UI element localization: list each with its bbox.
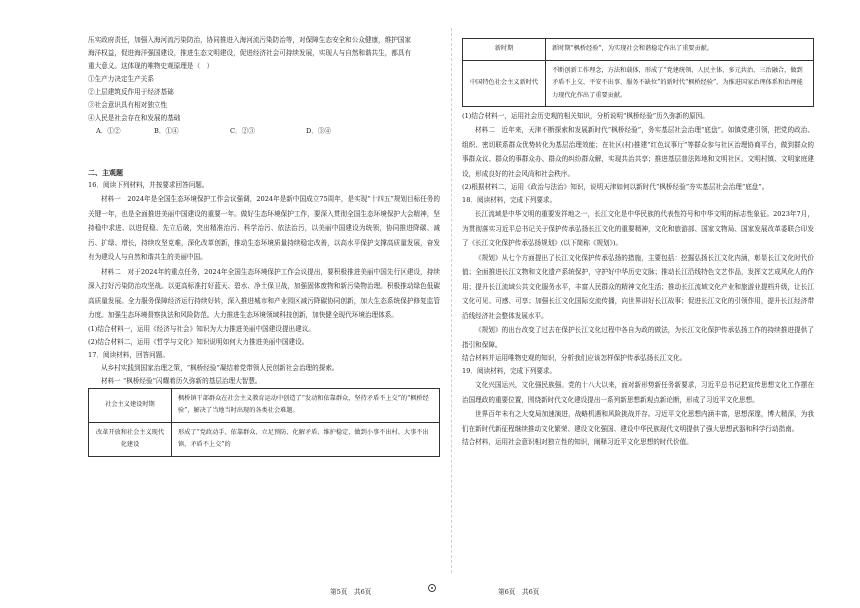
- material-paragraph: 长江流域是中华文明的重要发祥地之一，长江文化是中华民族的代表性符号和中华文明的标志性象征。2023年7月，为贯彻落实习近平总书记关于保护传承弘扬长江文化的重要精神，文化和旅游部、国家文物局、国家发展改革委联合印发了《长江文化保护传承弘扬规划》(以下简称《规划》)。: [462, 210, 814, 247]
- choice-a: A．①②: [96, 127, 121, 135]
- table-row: [89, 422, 440, 456]
- material-paragraph: 《规划》的出台改变了过去在保护长江文化过程中各自为政的做法，为长江文化保护传承弘扬工作的持续推进提供了指引和保障。: [462, 326, 814, 349]
- option-item: ④人民是社会存在和发展的基础: [88, 114, 181, 122]
- question-text-line: 海洋权益，促进海洋强国建设，推进生态文明建设，促进经济社会可持续发展，实现人与自然和谐共生，都具有: [88, 49, 412, 57]
- option-item: ③社会意识具有相对独立性: [88, 101, 168, 109]
- page-number-right: 第6页 共6页: [498, 588, 540, 596]
- table-cell-text: 枫桥镇干部群众在社会主义教育运动中创造了“发动和依靠群众，坚持矛盾不上交”的“枫桥经验”，解决了当地当时出现的各类社会难题。: [172, 388, 440, 422]
- question-title: 17．阅读材料，回答问题。: [88, 350, 169, 359]
- table-cell-text: 形成了“党政动手、依靠群众、立足预防、化解矛盾、维护稳定，做到小事不出村、大事不出镇、矛盾不上交”的: [172, 422, 440, 456]
- material-table: [88, 388, 440, 457]
- table-row: [89, 388, 440, 422]
- material-paragraph: 文化兴国运兴，文化强民族强。党的十八大以来，面对新形势新任务新要求，习近平总书记把宣传思想文化工作摆在治国理政的重要位置，围绕新时代文化建设提出一系列新思想新观点新论断，形成了习近平文化思想。: [462, 381, 814, 404]
- table-cell-era: 新时期: [463, 39, 546, 61]
- page-number-left: 第5页 共6页: [330, 588, 372, 596]
- material-intro: 从乡村实践到国家治理之策，“枫桥经验”凝结着党带领人民创新社会治理的探索。: [101, 363, 339, 372]
- choice-d: D．③④: [306, 127, 332, 135]
- material-paragraph: 材料二 近年来，天津不断探索和发展新时代“枫桥经验”，务实基层社会治理“底盘”。如镇党建引领，把党的政治、组织、密切联系群众优势转化为基层治理效能；在社区(村)推建“红色议事厅”等群众参与社区治理协商平台，做到群众的事群众议、群众的事群众办、群众的纠纷群众解，实现共治共享；推进基层普法阵地和文明社区、文明村镇、文明家庭建设，形成良好的社会风尚和社会秩序。: [462, 126, 814, 178]
- left-column: [88, 34, 440, 457]
- sub-question: (1)结合材料一，运用《经济与社会》知识为大力推进美丽中国建设提出建议。: [88, 324, 315, 333]
- material-paragraph: 世界百年未有之大变局加速演进，战略机遇和风险挑战并存。习近平文化思想内涵丰富，思想深邃，博大精深，为我们在新时代新征程继续推动文化繁荣、建设文化强国、建设中华民族现代文明提供了强大思想武器和科学行动指南。: [462, 410, 814, 433]
- column-divider: [451, 28, 452, 573]
- section-title: 二、主观题: [88, 168, 123, 177]
- sub-question: 结合材料，运用社会意识相对独立性的知识，阐释习近平文化思想的时代价值。: [462, 438, 693, 446]
- choice-c: C．②③: [230, 127, 255, 135]
- table-cell-era: 改革开放和社会主义现代化建设: [89, 422, 172, 456]
- question-title: 18．阅读材料，完成下列要求。: [462, 196, 557, 204]
- answer-choices: [88, 125, 440, 138]
- material-paragraph: 材料二 对于2024年的重点任务，2024年全国生态环境保护工作会议提出，要积极推进美丽中国先行区建设，持续深入打好污染防治攻坚战。以更高标准打好蓝天、碧水、净土保卫战，加强固体废物和新污染物治理。积极推动绿色低碳高质量发展。全力服务保障经济运行持续好转，深入推进城市和产业园区减污降碳协同创新，加大生态系统保护修复监管力度。加强生态环境督察执法和风险防范。大力推进生态环境领域科技创新，加快健全现代环境治理体系。: [88, 267, 440, 319]
- question-title: 16．阅读下列材料，并按要求回答问题。: [88, 181, 209, 189]
- table-cell-era: 社会主义建设时期: [89, 388, 172, 422]
- binding-circle-icon: [428, 584, 436, 592]
- option-item: ②上层建筑反作用于经济基础: [88, 88, 174, 96]
- question-text-line: 重大意义。这体现的唯物史观原理是（ ）: [88, 62, 214, 70]
- option-item: ①生产力决定生产关系: [88, 75, 154, 83]
- table-cell-era: 中国特色社会主义新时代: [463, 60, 546, 107]
- sub-question: (2)根据材料二，运用《政治与法治》知识，说明天津如何以新时代“枫桥经验”夯实基层社会治理“底盘”。: [462, 183, 769, 191]
- question-text-line: 压实政府责任，加强入海河流污染防治，协同推进入海河流污染防治等，对保障生态安全和公众健康，维护国家: [88, 36, 412, 44]
- choice-b: B．①④: [154, 127, 179, 135]
- table-row: [463, 60, 814, 107]
- right-column: [462, 38, 814, 449]
- material-table-continued: [462, 38, 814, 107]
- table-cell-text: 不断创新工作理念，方法和载体，形成了“党建统领、人民主体、多元共治、三治融合，做到矛盾不上交、平安不出事、服务不缺位”的新时代“枫桥经验”，为推进国家治理体系和治理能力现代化作出了重要贡献。: [546, 60, 814, 107]
- material-label: 材料一 “枫桥经验”闪耀着历久弥新的基层治理大智慧。: [101, 376, 262, 385]
- table-row: [463, 39, 814, 61]
- sub-question: (2)结合材料二，运用《哲学与文化》知识说明如何大力推进美丽中国建设。: [88, 337, 309, 346]
- material-paragraph: 材料一 2024年是全国生态环境保护工作会议强调，2024年是新中国成立75周年，是实现“十四五”规划目标任务的关键一年，也是全面推进美丽中国建设的重要一年。做好生态环境保护工作，要深入贯彻全国生态环境保护大会精神，坚持稳中求进、以进促稳、先立后破，突出精准治污、科学治污、依法治污，以美丽中国建设为统领，协同推进降碳、减污、扩绿、增长，持续攻坚克难，深化改革创新，推动生态环境质量持续稳定改善，以高水平保护支撑高质量发展，奋发有为建设人与自然和谐共生的美丽中国。: [88, 195, 440, 261]
- question-title: 19．阅读材料，完成下列要求。: [462, 367, 557, 375]
- material-paragraph: 《规划》从七个方面提出了长江文化保护传承弘扬的措施，主要包括：挖掘弘扬长江文化内涵，彰显长江文化时代价值；全面推进长江文物和文化遗产系统保护，守护好中华历史文脉；推动长江沿线特色文艺作品，发挥文艺成风化人的作用；提升长江流域公共文化服务水平，丰富人民群众的精神文化生活；推动长江流域文化产业和旅游业提档升级，让长江文化可见、可感、可享；加强长江文化国际交流传播，向世界讲好长江故事；促进长江文化的引领作用，提升长江经济带沿线经济社会整体发展水平。: [462, 253, 814, 320]
- sub-question: (1)结合材料一，运用社会历史观的相关知识，分析说明“枫桥经验”历久弥新的原因。: [462, 112, 709, 120]
- table-cell-text: 新时期“枫桥经验”，为实现社会和谐稳定作出了重要贡献。: [546, 39, 814, 61]
- sub-question: 结合材料并运用唯物史观的知识，分析我们应该怎样保护传承弘扬长江文化。: [462, 354, 687, 362]
